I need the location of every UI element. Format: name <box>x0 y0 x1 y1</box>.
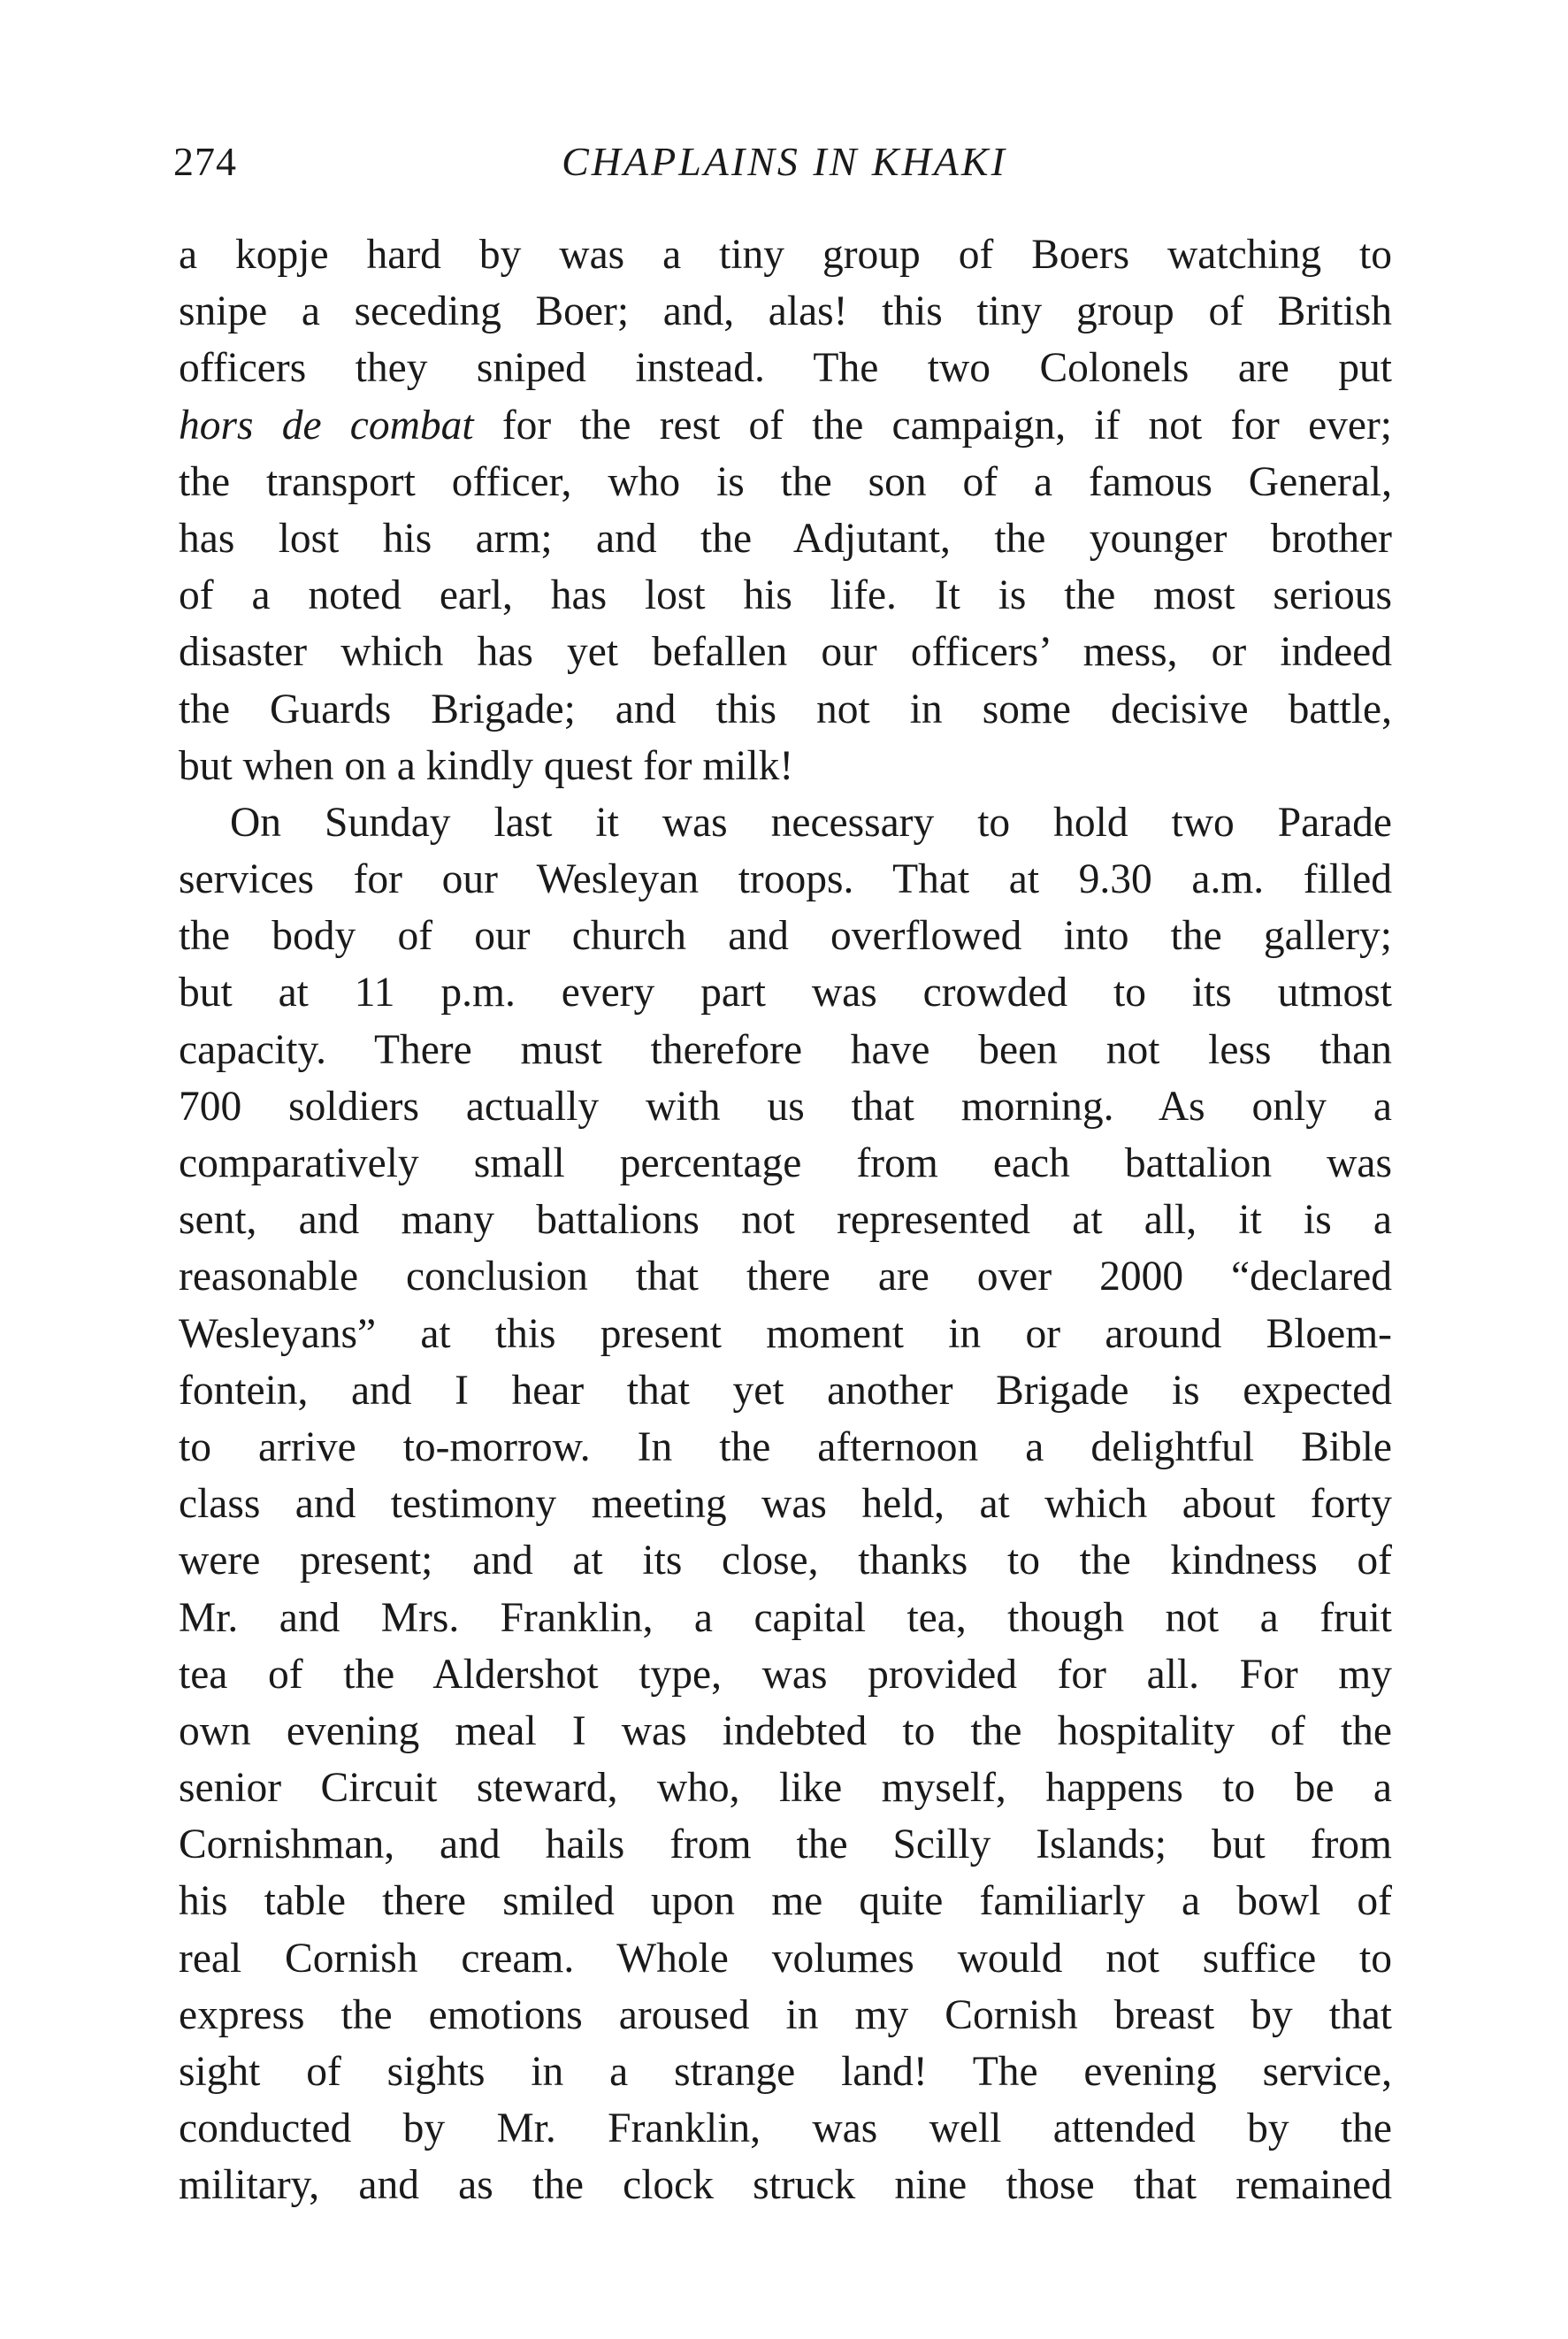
running-head <box>173 131 1396 193</box>
text-line: comparatively small percentage from each battalion was <box>179 1140 1392 1186</box>
paragraph-1 <box>179 226 1392 794</box>
text-line: sent, and many battalions not represented at all, it is a <box>179 1197 1392 1244</box>
text-line: senior Circuit steward, who, like myself, happens to be a <box>179 1765 1392 1812</box>
text-line: were present; and at its close, thanks to the kindness of <box>179 1538 1392 1584</box>
italic-phrase: hors de combat <box>179 402 474 449</box>
text-line: class and testimony meeting was held, at which about forty <box>179 1481 1392 1528</box>
text-line: but when on a kindly quest for milk! <box>179 742 794 789</box>
body-text <box>179 226 1392 2214</box>
text-line: disaster which has yet befallen our officers’ mess, or indeed <box>179 629 1392 676</box>
text-line-mixed <box>179 397 1392 454</box>
text-line: the body of our church and overflowed into the gallery; <box>179 913 1392 960</box>
text-line: 700 soldiers actually with us that morning. As only a <box>179 1083 1392 1130</box>
text-line: services for our Wesleyan troops. That at 9.30 a.m. filled <box>179 856 1392 903</box>
text-line: tea of the Aldershot type, was provided for all. For my <box>179 1651 1392 1698</box>
paragraph-2 <box>179 794 1392 2214</box>
text-line: has lost his arm; and the Adjutant, the younger brother <box>179 515 1392 562</box>
text-line: sight of sights in a strange land! The evening service, <box>179 2049 1392 2095</box>
text-line: On Sunday last it was necessary to hold two Parade <box>230 799 1392 846</box>
text-line: the Guards Brigade; and this not in some decisive battle, <box>179 686 1392 732</box>
text-line: officers they sniped instead. The two Colonels are put <box>179 345 1392 392</box>
text-line: his table there smiled upon me quite familiarly a bowl of <box>179 1878 1392 1925</box>
text-line: Wesleyans” at this present moment in or around Bloem- <box>179 1310 1392 1357</box>
text-line: conducted by Mr. Franklin, was well attended by the <box>179 2105 1392 2152</box>
text-line: snipe a seceding Boer; and, alas! this tiny group of British <box>179 288 1392 335</box>
text-line: own evening meal I was indebted to the hospitality of the <box>179 1707 1392 1754</box>
text-line: real Cornish cream. Whole volumes would not suffice to <box>179 1935 1392 1982</box>
text-line: express the emotions aroused in my Cornish breast by that <box>179 1991 1392 2038</box>
text-line: Mr. and Mrs. Franklin, a capital tea, though not a fruit <box>179 1594 1392 1641</box>
text-line: military, and as the clock struck nine those that remained <box>179 2162 1392 2209</box>
text-line: reasonable conclusion that there are over 2000 “declared <box>179 1254 1392 1300</box>
page-number: 274 <box>173 139 237 184</box>
text-line: the transport officer, who is the son of a famous General, <box>179 458 1392 505</box>
text-line: fontein, and I hear that yet another Brigade is expected <box>179 1367 1392 1414</box>
text-line: to arrive to-morrow. In the afternoon a delightful Bible <box>179 1423 1392 1470</box>
running-title: CHAPLAINS IN KHAKI <box>562 139 1007 184</box>
text-line: but at 11 p.m. every part was crowded to its utmost <box>179 970 1392 1016</box>
text-segment: for the rest of the campaign, if not for ever; <box>501 402 1392 449</box>
text-line: capacity. There must therefore have been not less than <box>179 1026 1392 1073</box>
text-line: of a noted earl, has lost his life. It is the most serious <box>179 572 1392 619</box>
text-line: a kopje hard by was a tiny group of Boers watching to <box>179 232 1392 278</box>
text-line: Cornishman, and hails from the Scilly Islands; but from <box>179 1821 1392 1868</box>
